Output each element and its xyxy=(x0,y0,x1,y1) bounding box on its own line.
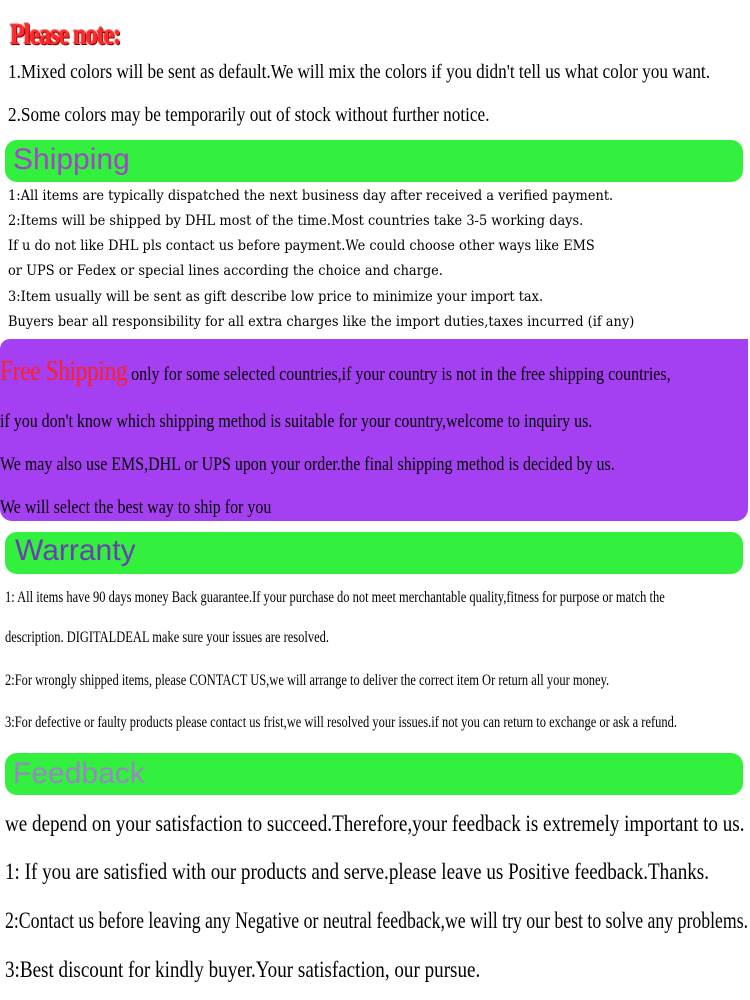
warranty-line-4: 3:For defective or faulty products please contact us frist,we will resolved your issues.if not you can return to exchange or ask a refund. xyxy=(5,714,677,731)
note-line-2: 2.Some colors may be temporarily out of stock without further notice. xyxy=(8,104,490,126)
shipping-line-5: 3:Item usually will be sent as gift describe low price to minimize your import tax. xyxy=(8,289,544,305)
feedback-banner xyxy=(5,753,743,795)
feedback-line-1: we depend on your satisfaction to succeed.Therefore,your feedback is extremely important to us. xyxy=(5,811,745,836)
shipping-line-3: If u do not like DHL pls contact us before payment.We could choose other ways like EMS xyxy=(8,238,595,254)
shipping-line-2: 2:Items will be shipped by DHL most of the time.Most countries take 3-5 working days. xyxy=(8,213,584,229)
shipping-title: Shipping xyxy=(13,143,130,176)
free-shipping-line-1-text: only for some selected countries,if your country is not in the free shipping countries, xyxy=(127,364,671,385)
warranty-banner xyxy=(5,532,743,574)
free-shipping-line-2: if you don't know which shipping method is suitable for your country,welcome to inquiry us. xyxy=(0,411,593,432)
shipping-line-6: Buyers bear all responsibility for all extra charges like the import duties,taxes incurred (if any) xyxy=(8,314,635,330)
feedback-line-2: 1: If you are satisfied with our products and serve.please leave us Positive feedback.Thanks. xyxy=(5,859,709,884)
shipping-line-1: 1:All items are typically dispatched the next business day after received a verified payment. xyxy=(8,188,614,204)
feedback-line-3: 2:Contact us before leaving any Negative or neutral feedback,we will try our best to solve any problems. xyxy=(5,908,749,933)
shipping-line-4: or UPS or Fedex or special lines according the choice and charge. xyxy=(8,263,443,279)
shipping-banner xyxy=(5,140,743,182)
free-shipping-line-1 xyxy=(0,356,671,388)
warranty-title: Warranty xyxy=(15,534,136,567)
warranty-line-1: 1: All items have 90 days money Back guarantee.If your purchase do not meet merchantable quality,fitness for purpose or match the xyxy=(5,589,665,606)
warranty-line-3: 2:For wrongly shipped items, please CONTACT US,we will arrange to deliver the correct item Or return all your money. xyxy=(5,672,610,689)
feedback-line-4: 3:Best discount for kindly buyer.Your satisfaction, our pursue. xyxy=(5,957,481,982)
please-note-title: Please note: xyxy=(10,18,121,51)
free-shipping-line-4: We will select the best way to ship for you xyxy=(0,497,272,518)
free-shipping-highlight: Free Shipping xyxy=(0,356,128,387)
free-shipping-line-3: We may also use EMS,DHL or UPS upon your order.the final shipping method is decided by us. xyxy=(0,454,615,475)
feedback-title: Feedback xyxy=(13,757,145,790)
warranty-line-2: description. DIGITALDEAL make sure your issues are resolved. xyxy=(5,629,329,646)
note-line-1: 1.Mixed colors will be sent as default.We will mix the colors if you didn't tell us what color you want. xyxy=(8,61,711,83)
